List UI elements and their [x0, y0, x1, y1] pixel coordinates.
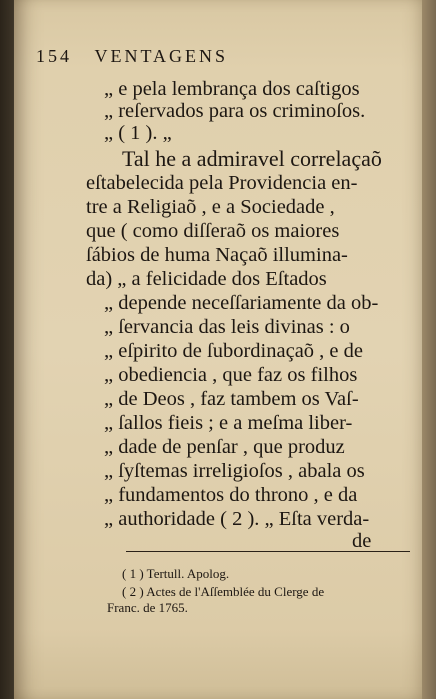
text-line: ſábios de huma Naçaõ illumina-	[86, 244, 348, 266]
text-line: que ( como diſſeraõ os maiores	[86, 220, 340, 242]
text-line: „ ſallos fieis ; e a meſma liber-	[104, 412, 353, 434]
book-page	[14, 0, 422, 699]
page-number: 154	[36, 46, 72, 66]
text-line: „ de Deos , faz tambem os Vaſ-	[104, 388, 359, 410]
text-line: „ eſpirito de ſubordinaçaõ , e de	[104, 340, 363, 362]
text-line: Tal he a admiravel correlaçaõ	[122, 146, 382, 171]
footnote-1: ( 1 ) Tertull. Apolog.	[122, 566, 230, 581]
running-head	[36, 46, 228, 67]
footnote-2-cont: Franc. de 1765.	[107, 600, 188, 615]
text-line: „ reſervados para os criminoſos.	[104, 100, 366, 122]
footnote-rule	[126, 551, 410, 552]
text-line: „ dade de penſar , que produz	[104, 436, 345, 458]
text-line: „ ſervancia das leis divinas : o	[104, 316, 350, 338]
text-line: „ e pela lembrança dos caſtigos	[104, 78, 360, 100]
footnote-2: ( 2 ) Actes de l'Aſſemblée du Clerge de	[122, 584, 325, 599]
text-line: da) „ a felicidade dos Eſtados	[86, 268, 327, 290]
text-line: „ depende neceſſariamente da ob-	[104, 292, 379, 314]
text-line: eſtabelecida pela Providencia en-	[86, 172, 358, 194]
text-line: tre a Religiaõ , e a Sociedade ,	[86, 196, 335, 218]
text-line: „ fundamentos do throno , e da	[104, 484, 358, 506]
text-line: „ ( 1 ). „	[104, 122, 172, 144]
running-title: VENTAGENS	[94, 46, 229, 66]
text-line: „ ſyſtemas irreligioſos , abala os	[104, 460, 365, 482]
text-line: de	[352, 530, 372, 552]
text-line: „ obediencia , que faz os filhos	[104, 364, 358, 386]
text-line: „ authoridade ( 2 ). „ Eſta verda-	[104, 508, 370, 530]
